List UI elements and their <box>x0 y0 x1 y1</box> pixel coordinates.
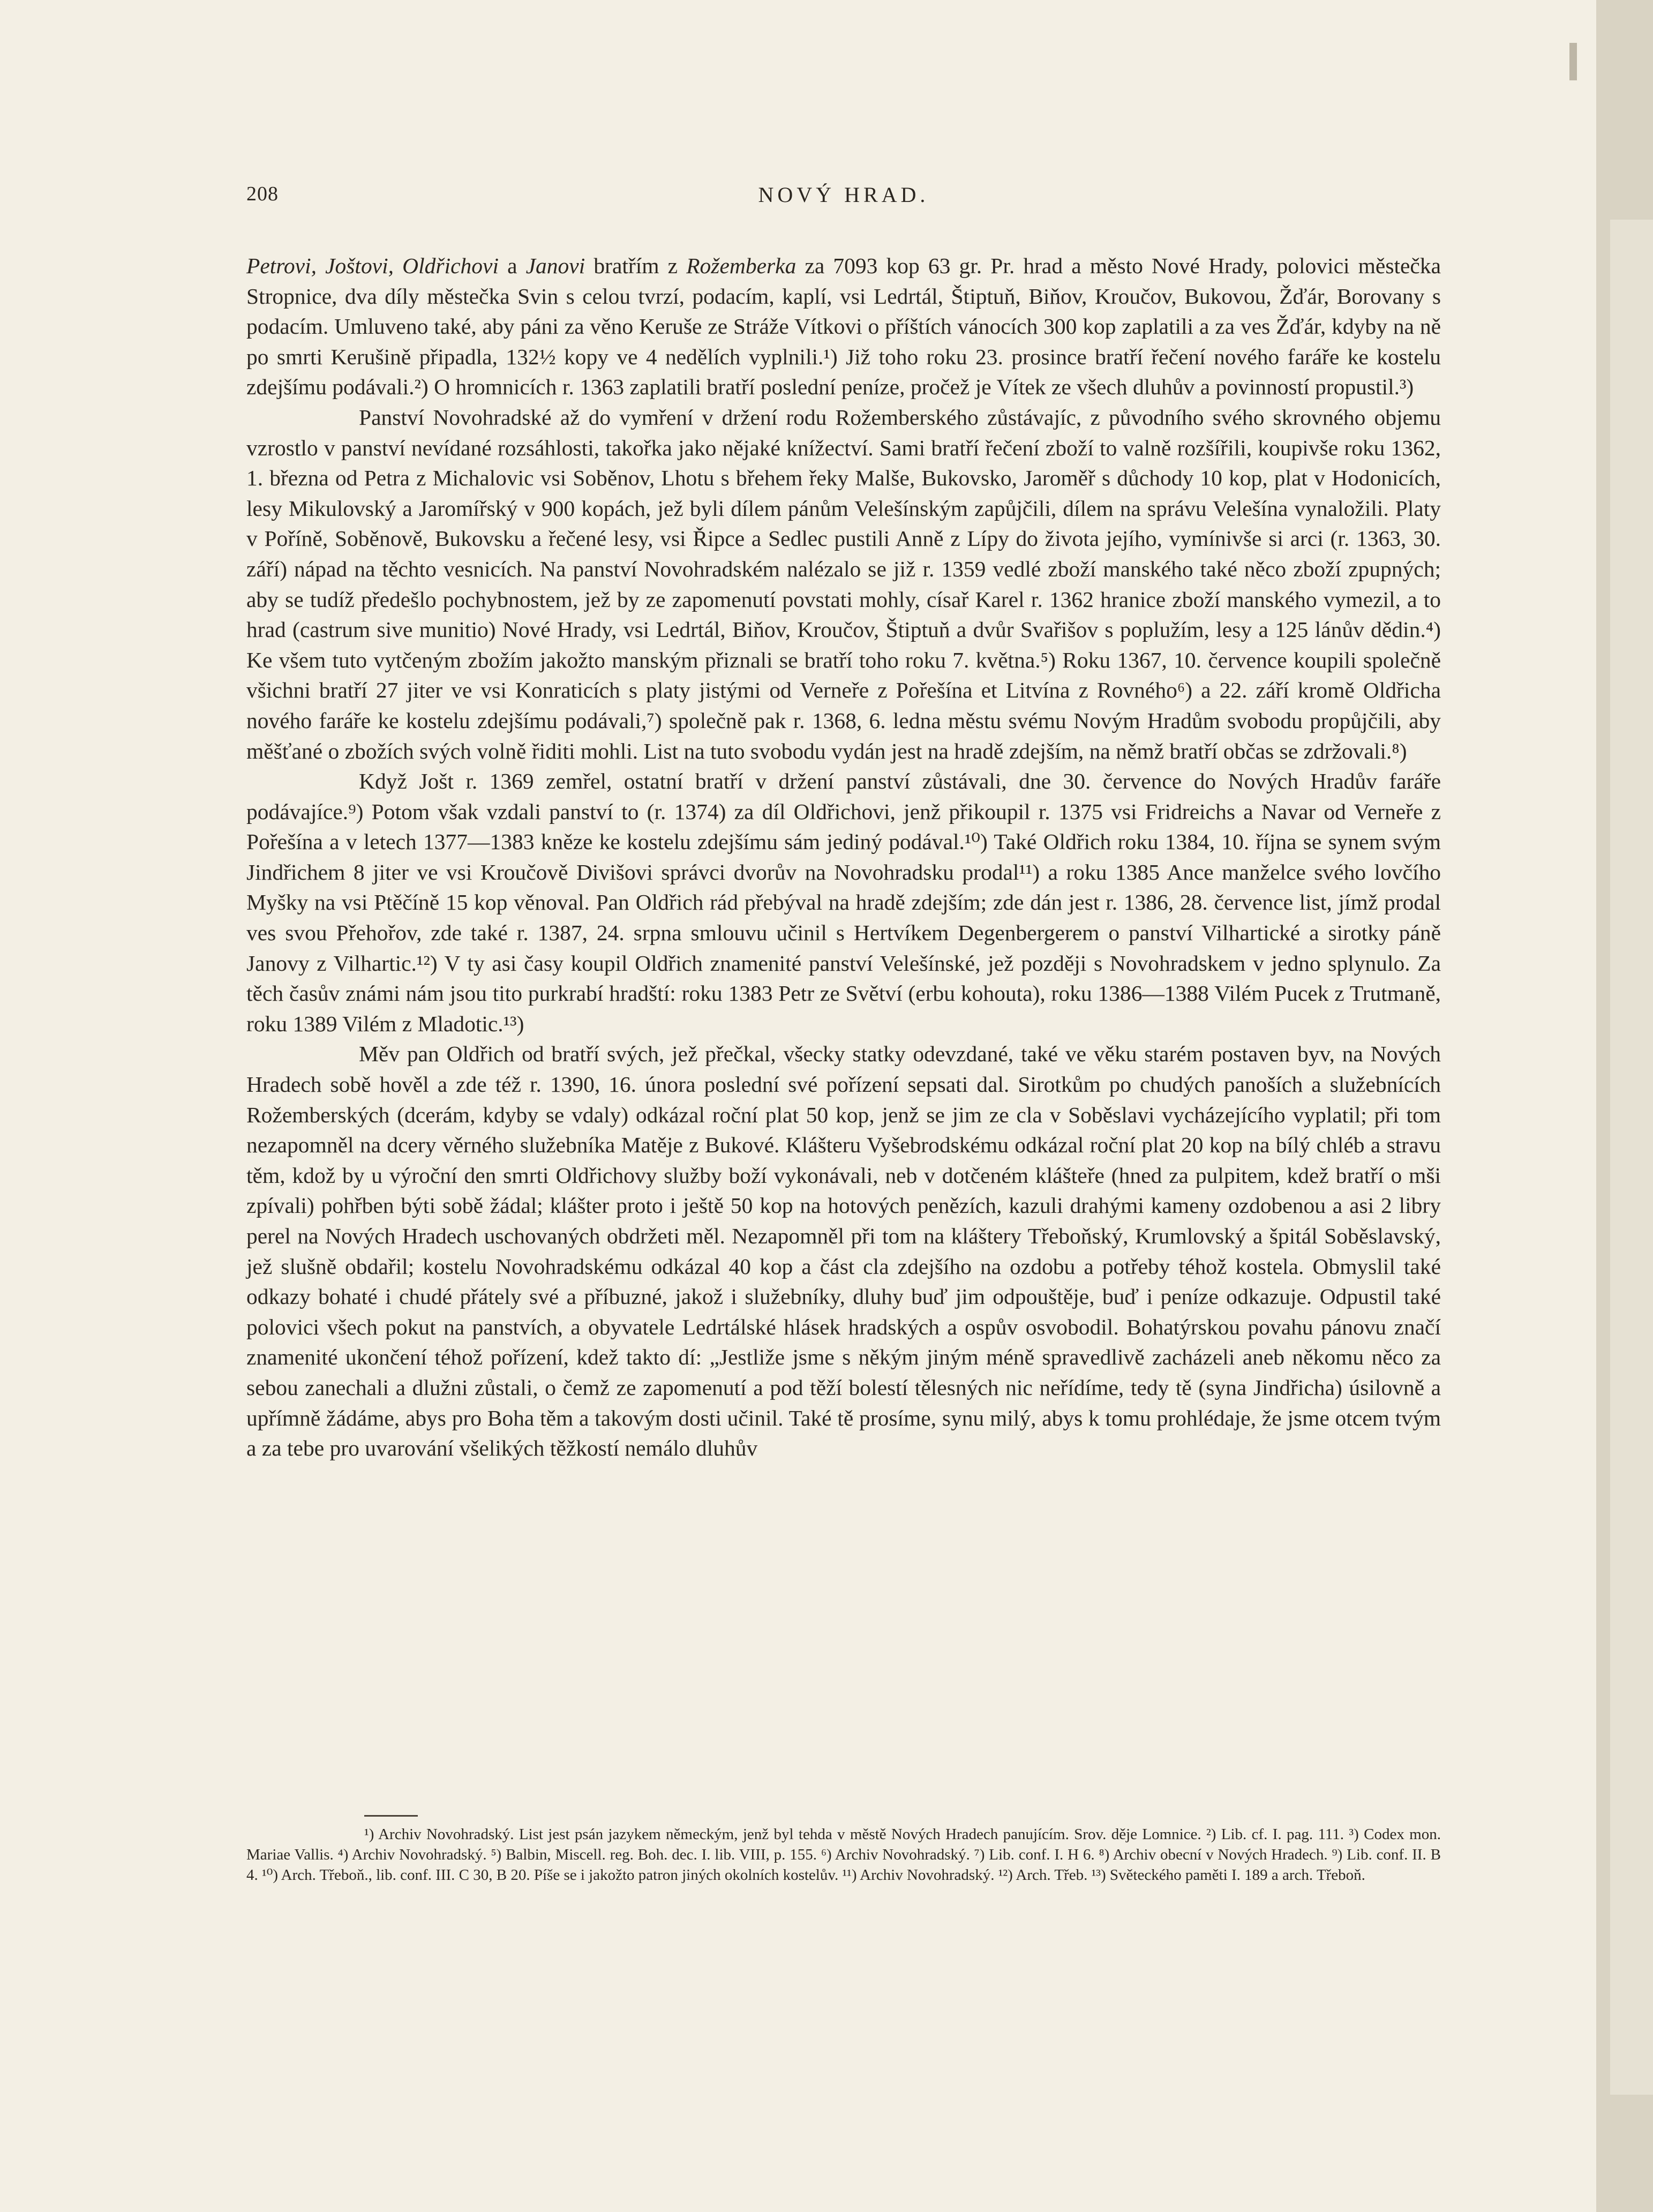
page-number: 208 <box>246 183 279 205</box>
next-page-edge <box>1610 220 1653 2095</box>
footnote-rule <box>364 1815 418 1817</box>
page-edge <box>1596 0 1653 2212</box>
text-mid: bratřím z <box>585 253 687 278</box>
name-oldrich: Oldřichovi <box>402 253 499 278</box>
name-rozemberk: Rožemberka <box>686 253 797 278</box>
paragraph-1 <box>246 251 1441 402</box>
name-jan: Janovi <box>525 253 585 278</box>
paragraph-1-rest: za 7093 kop 63 gr. Pr. hrad a město Nové Hrady, polovici městečka Stropnice, dva díly městečka Svin s celou tvrzí, podacím, kaplí, vsi Ledrtál, Štiptuň, Biňov, Kroučov, Bukovou, Žďár, Borovany s podacím. Umluveno také, aby páni za věno Keruše ze Stráže Vítkovi o příštích vánocích 300 kop zaplatili a za ves Žďár, kdyby na ně po smrti Kerušině připadla, 132½ kopy ve 4 nedělích vyplnili.¹) Již toho roku 23. prosince bratří řečení nového faráře ke kostelu zdejšímu podávali.²) O hromnicích r. 1363 zaplatili bratří poslední peníze, pročež je Vítek ze všech dluhův a povinností propustil.³) <box>246 253 1441 400</box>
footnote-text: ¹) Archiv Novohradský. List jest psán jazykem německým, jenž byl tehda v městě Nových Hradech panujícím. Srov. děje Lomnice. ²) Lib. cf. I. pag. 111. ³) Codex mon. Mariae Vallis. ⁴) Archiv Novohradský. ⁵) Balbin, Miscell. reg. Boh. dec. I. lib. VIII, p. 155. ⁶) Archiv Novohradský. ⁷) Lib. conf. I. H 6. ⁸) Archiv obecní v Nových Hradech. ⁹) Lib. conf. II. B 4. ¹⁰) Arch. Třeboň., lib. conf. III. C 30, B 20. Píše se i jakožto patron jiných okolních kostelův. ¹¹) Archiv Novohradský. ¹²) Arch. Třeb. ¹³) Světeckého paměti I. 189 a arch. Třeboň. <box>246 1826 1441 1884</box>
paragraph-4: Měv pan Oldřich od bratří svých, jež přečkal, všecky statky odevzdané, také ve věku starém postaven byv, na Nových Hradech sobě hověl a zde též r. 1390, 16. února poslední své pořízení sepsati dal. Sirotkům po chudých panoších a služebnících Rožemberských (dcerám, kdyby se vdaly) odkázal roční plat 50 kop, jenž se jim ze cla v Soběslavi vycházejícího vyplatil; při tom nezapomněl na dcery věrného služebníka Matěje z Bukové. Klášteru Vyšebrodskému odkázal roční plat 20 kop na bílý chléb a stravu těm, kdož by u výroční den smrti Oldřichovy služby boží vykonávali, neb v dotčeném klášteře (hned za pulpitem, kdež bratří o mši zpívali) pohřben býti sobě žádal; klášter proto i ještě 50 kop na hotových penězích, kazuli drahými kameny ozdobenou a asi 2 libry perel na Nových Hradech uschovaných obdržeti měl. Nezapomněl při tom na kláštery Třeboňský, Krumlovský a špitál Soběslavský, jež slušně obdařil; kostelu Novohradskému odkázal 40 kop a část cla zdejšího na ozdobu a potřeby téhož kostela. Obmyslil také odkazy bohaté i chudé přátely své a příbuzné, jakož i služebníky, dluhy buď jim odpouštěje, buď i peníze odkazuje. Odpustil také polovici všech pokut na panstvích, a obyvatele Ledrtálské hlásek hradských a ospův osvobodil. Bohatýrskou povahu pánovu značí znamenité ukončení téhož pořízení, kdež takto dí: „Jestliže jsme s někým jiným méně spravedlivě zacházeli aneb někomu něco za sebou zanechali a dlužni zůstali, o čemž ze zapomenutí a pod těží bolestí tělesných nic neřídíme, tedy tě (syna Jindřicha) úsilovně a upřímně žádáme, abys pro Boha těm a takovým dosti učinil. Také tě prosíme, synu milý, abys k tomu prohlédaje, že jsme otcem tvým a za tebe pro uvarování všelikých těžkostí nemálo dluhův <box>246 1041 1441 1461</box>
page-header <box>246 182 1441 225</box>
footnotes <box>246 1824 1441 1885</box>
name-jost: Joštovi, <box>325 253 394 278</box>
conj: a <box>498 253 526 278</box>
name-petr: Petrovi, <box>246 253 317 278</box>
main-text <box>246 251 1441 1464</box>
paragraph-2: Panství Novohradské až do vymření v držení rodu Rožemberského zůstávajíc, z původního svého skrovného objemu vzrostlo v panství nevídané rozsáhlosti, takořka jako nějaké knížectví. Sami bratří řečení zboží to valně rozšířili, koupivše roku 1362, 1. března od Petra z Michalovic vsi Soběnov, Lhotu s břehem řeky Malše, Bukovsko, Jaroměř s důchody 10 kop, plat v Hodonicích, lesy Mikulovský a Jaromířský v 900 kopách, jež byli dílem pánům Velešínským zapůjčili, dílem na správu Velešína vynaložili. Platy v Poříně, Soběnově, Bukovsku a řečené lesy, vsi Řipce a Sedlec pustili Anně z Lípy do života jejího, vymínivše si arci (r. 1363, 30. září) nápad na těchto vesnicích. Na panství Novohradském nalézalo se již r. 1359 vedlé zboží manského také něco zboží zpupných; aby se tudíž předešlo pochybnostem, jež by ze zapomenutí povstati mohly, císař Karel r. 1362 hranice zboží manského vymezil, a to hrad (castrum sive munitio) Nové Hrady, vsi Ledrtál, Biňov, Kroučov, Štiptuň a dvůr Svařišov s poplužím, lesy a 125 lánův dědin.⁴) Ke všem tuto vytčeným zbožím jakožto manským přiznali se bratří toho roku 7. května.⁵) Roku 1367, 10. července koupili společně všichni bratří 27 jiter ve vsi Konraticích s platy jistými od Verneře z Pořešína et Litvína z Rovného⁶) a 22. září kromě Oldřicha nového faráře ke kostelu zdejšímu podávali,⁷) společně pak r. 1368, 6. ledna městu svému Novým Hradům svobodu propůjčili, aby měšťané o zbožích svých volně řiditi mohli. List na tuto svobodu vydán jest na hradě zdejším, na němž bratří občas se zdržovali.⁸) <box>246 404 1441 763</box>
paragraph-3: Když Jošt r. 1369 zemřel, ostatní bratří v držení panství zůstávali, dne 30. července do Nových Hradův faráře podávajíce.⁹) Potom však vzdali panství to (r. 1374) za díl Oldřichovi, jenž přikoupil r. 1375 vsi Fridreichs a Navar od Verneře z Pořešína a v letech 1377—1383 kněze ke kostelu zdejšímu sám jediný podával.¹⁰) Také Oldřich roku 1384, 10. října se synem svým Jindřichem 8 jiter ve vsi Kroučově Divišovi správci dvorův na Novohradsku prodal¹¹) a roku 1385 Ance manželce svého lovčího Myšky na vsi Ptěčíně 15 kop věnoval. Pan Oldřich rád přebýval na hradě zdejším; zde dán jest r. 1386, 28. července list, jímž prodal ves svou Přehořov, zde také r. 1387, 24. srpna smlouvu učinil s Hertvíkem Degenbergerem o panství Vilhartické a sirotky páně Janovy z Vilhartic.¹²) V ty asi časy koupil Oldřich znamenité panství Velešínské, jež později s Novohradskem v jedno splynulo. Za těch časův známi nám jsou tito purkrabí hradští: roku 1383 Petr ze Světví (erbu kohouta), roku 1386—1388 Vilém Pucek z Trutmaně, roku 1389 Vilém z Mladotic.¹³) <box>246 769 1441 1036</box>
running-title: NOVÝ HRAD. <box>758 183 929 207</box>
scan-mark <box>1569 43 1577 80</box>
